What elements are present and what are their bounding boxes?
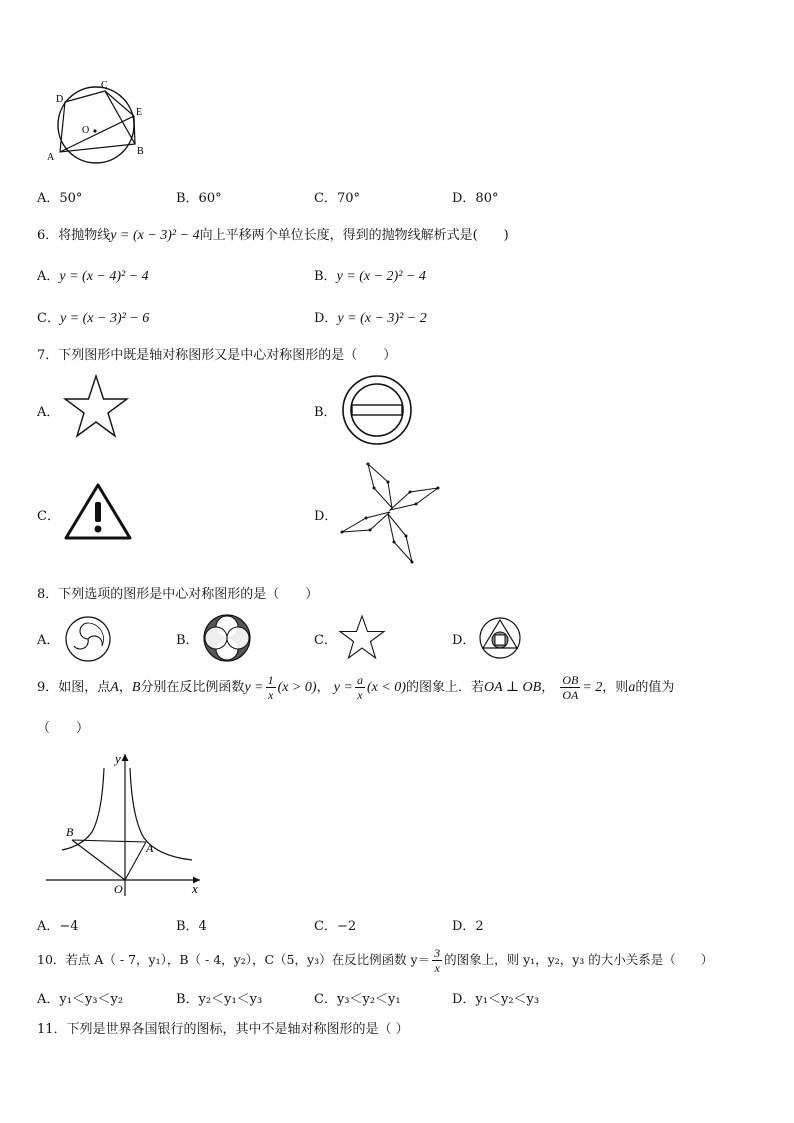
q6-stem-suffix: 向上平移两个单位长度，得到的抛物线解析式是( ) (199, 228, 509, 243)
q8-option-c: C． (314, 633, 337, 648)
circle-figure (44, 78, 154, 168)
tomoe-figure (64, 615, 112, 663)
q6-option-b: B．y = (x − 2)² − 4 (314, 269, 426, 284)
label-D: D (56, 94, 64, 105)
q6-stem-prefix: 6．将抛物线 (37, 228, 111, 243)
circle-triangle-square-figure (478, 616, 522, 660)
q6-stem (37, 224, 509, 244)
q9-option-b: B．4 (176, 919, 207, 934)
q10-option-b: B．y₂＜y₁＜y₃ (176, 992, 263, 1007)
label-B: B (137, 146, 144, 157)
q5-option-a: A．50° (37, 191, 83, 206)
label-A: A (47, 152, 55, 163)
q6-stem-math: y = (x − 3)² − 4 (110, 228, 200, 243)
q5-option-d: D．80° (452, 191, 499, 206)
label-O: O (82, 125, 90, 136)
q6-option-c: C．y = (x − 3)² − 6 (37, 311, 150, 326)
q9-stem: 9．如图，点A，B分别在反比例函数y = $\frac{1}{x}$ (x > 0)， y = $\frac{a}{x}$ (x < 0)的图象上．若OA ⊥ OB， $\frac{OB}{OA}$ = 2，则a的值为 (37, 673, 675, 702)
q5-option-b: B．60° (176, 191, 222, 206)
q11-stem: 11．下列是世界各国银行的图标，其中不是轴对称图形的是（ ） (37, 1022, 409, 1037)
q10-option-c: C．y₃＜y₂＜y₁ (314, 992, 401, 1007)
q7-option-d: D． (314, 509, 338, 524)
ring-bar-figure (341, 374, 413, 446)
q7-option-b: B． (314, 405, 337, 420)
q9-option-c: C．−2 (314, 919, 357, 934)
label-C: C (101, 80, 108, 91)
q8-stem: 8．下列选项的图形是中心对称图形的是（ ） (37, 587, 319, 602)
graph-label-y: y (115, 751, 121, 766)
four-petal-figure (202, 613, 252, 663)
q7-option-a: A． (37, 405, 60, 420)
q8-option-d: D． (452, 633, 476, 648)
graph-label-x: x (192, 881, 198, 896)
hyperbola-graph (42, 748, 212, 898)
warning-triangle-figure (63, 482, 133, 542)
label-E: E (136, 107, 143, 118)
graph-label-A: A (146, 841, 154, 855)
q9-option-a: A．−4 (37, 919, 79, 934)
q9-option-d: D．2 (452, 919, 484, 934)
q6-option-a: A．y = (x − 4)² − 4 (37, 269, 149, 284)
star-figure (62, 373, 130, 441)
q10-option-a: A．y₁＜y₃＜y₂ (37, 992, 124, 1007)
q5-option-c: C．70° (314, 191, 360, 206)
graph-label-B: B (66, 825, 74, 839)
q7-stem: 7．下列图形中既是轴对称图形又是中心对称图形的是（ ） (37, 348, 397, 363)
q7-option-c: C． (37, 509, 60, 524)
q10-option-d: D．y₁＜y₂＜y₃ (452, 992, 540, 1007)
q8-option-b: B． (176, 633, 199, 648)
graph-label-O: O (114, 882, 123, 896)
q6-option-d: D．y = (x − 3)² − 2 (314, 311, 427, 326)
q8-option-a: A． (37, 633, 60, 648)
q10-stem: 10．若点 A（ - 7，y₁），B（ - 4，y₂），C（5，y₃）在反比例函数 y＝ $\frac{3}{x}$ 的图象上，则 y₁，y₂，y₃ 的大小关系是（ ） (37, 946, 714, 975)
q9-paren: （ ） (37, 721, 90, 736)
q8-star-figure (338, 614, 386, 660)
pinwheel-figure (338, 458, 442, 566)
